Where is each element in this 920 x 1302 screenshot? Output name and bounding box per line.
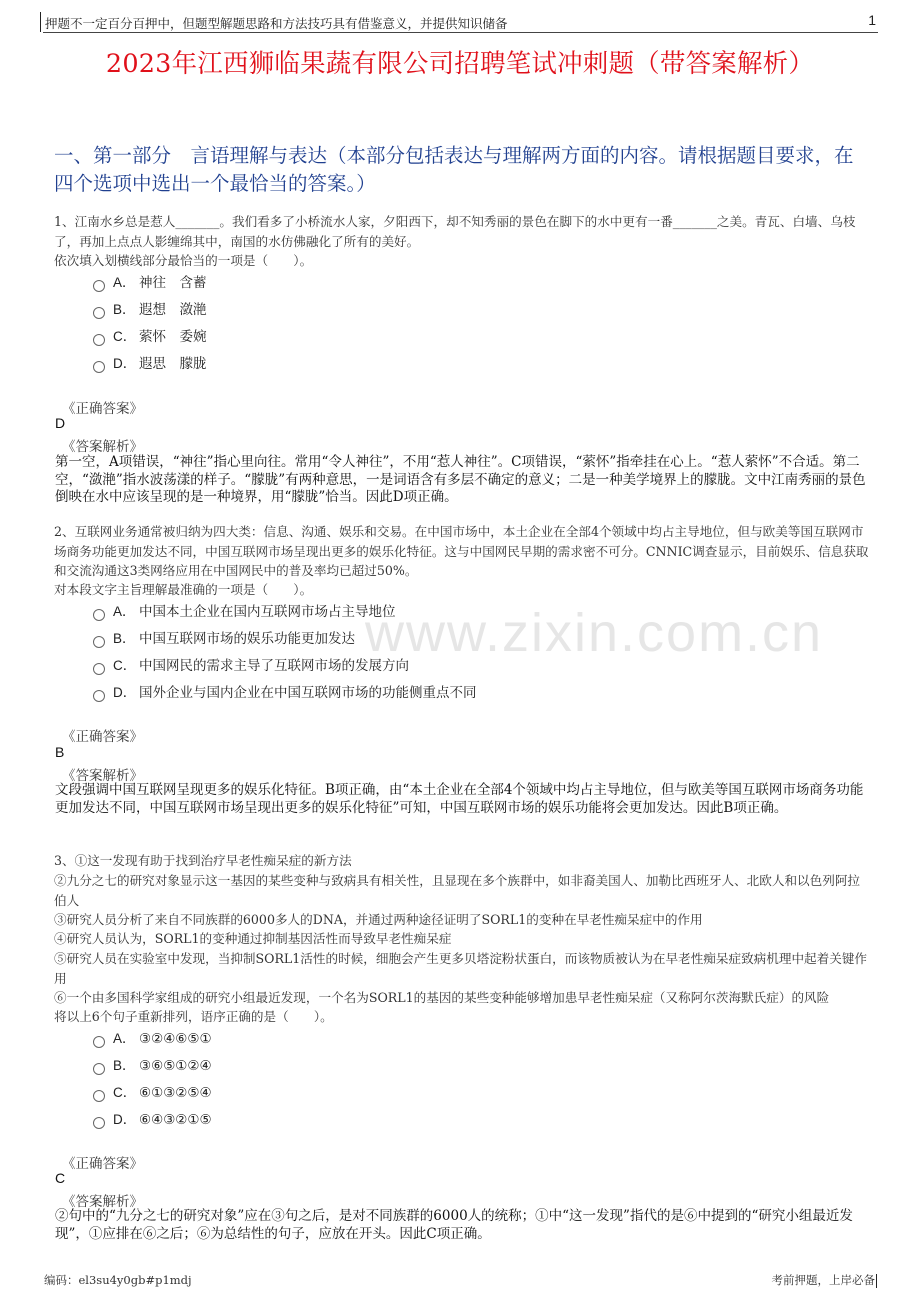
page-number: 1 (868, 12, 876, 28)
question-2-prompt: 对本段文字主旨理解最准确的一项是（ ）。 (54, 582, 313, 597)
question-3-prompt: 将以上6个句子重新排列，语序正确的是（ ）。 (54, 1009, 333, 1024)
question-3-stem-line: ⑥一个由多国科学家组成的研究小组最近发现，一个名为SORL1的基因的某些变种能够增加患早老性痴呆症（又称阿尔茨海默氏症）的风险 (54, 990, 830, 1005)
radio-icon[interactable] (93, 1117, 105, 1129)
question-2-stem: 2、互联网业务通常被归纳为四大类：信息、沟通、娱乐和交易。在中国市场中，本土企业在全部4个领域中均占主导地位，但与欧美等国互联网市场商务功能更加发达不同，中国互联网市场呈现出更多的娱乐化特征。这与中国网民早期的需求密不可分。CNNIC调查显示，目前娱乐、信息获取和交流沟通这3类网络应用在中国网民中的普及率均已超过50%。 (54, 524, 869, 578)
document-code: 编码：el3su4y0gb#p1mdj (44, 1273, 192, 1287)
page-header (43, 12, 878, 33)
question-3-option-a[interactable]: A． ③②④⑥⑤① (93, 1029, 212, 1049)
question-3-option-d[interactable]: D． ⑥④③②①⑤ (93, 1110, 212, 1130)
footer-bracket (876, 1274, 877, 1288)
radio-icon[interactable] (93, 636, 105, 648)
question-3-stem-line: ③研究人员分析了来自不同族群的6000多人的DNA，并通过两种途径证明了SORL1的变种在早老性痴呆症中的作用 (54, 912, 703, 927)
question-3-option-c[interactable]: C． ⑥①③②⑤④ (93, 1083, 212, 1103)
radio-icon[interactable] (93, 690, 105, 702)
question-1-option-d[interactable]: D． 遐思 朦胧 (93, 354, 207, 374)
question-1-analysis-label: 《答案解析》 (62, 439, 143, 455)
header-bracket (40, 12, 41, 32)
question-2-option-c[interactable]: C． 中国网民的需求主导了互联网市场的发展方向 (93, 656, 409, 676)
question-2-analysis-label: 《答案解析》 (62, 768, 143, 784)
header-note: 押题不一定百分百押中，但题型解题思路和方法技巧具有借鉴意义，并提供知识储备 (45, 16, 508, 31)
radio-icon[interactable] (93, 307, 105, 319)
question-3-answer-label: 《正确答案》 (62, 1156, 143, 1172)
question-1-stem: 1、江南水乡总是惹人_______。我们看多了小桥流水人家，夕阳西下，却不知秀丽的景色在脚下的水中更有一番_______之美。青瓦、白墙、乌枝了，再加上点点人影缠绵其中，南国的水仿佛融化了所有的美好。 (54, 214, 856, 249)
question-1-analysis: 第一空，A项错误，“神往”指心里向往。常用“令人神往”，不用“惹人神往”。C项错误，“萦怀”指牵挂在心上。“惹人萦怀”不合适。第二空，“潋滟”指水波荡漾的样子。“朦胧”有两种意思，一是词语含有多层不确定的意义；二是一种美学境界上的朦胧。文中江南秀丽的景色倒映在水中应该呈现的是一种境界，用“朦胧”恰当。因此D项正确。 (55, 454, 866, 505)
radio-icon[interactable] (93, 1036, 105, 1048)
question-2-option-d[interactable]: D． 国外企业与国内企业在中国互联网市场的功能侧重点不同 (93, 683, 477, 703)
radio-icon[interactable] (93, 361, 105, 373)
question-3-answer: C (55, 1170, 66, 1186)
question-3-stem-line: ⑤研究人员在实验室中发现，当抑制SORL1活性的时候，细胞会产生更多贝塔淀粉状蛋白，而该物质被认为在早老性痴呆症致病机理中起着关键作用 (54, 951, 868, 986)
question-3-analysis: ②句中的“九分之七的研究对象”应在③句之后，是对不同族群的6000人的统称；①中“这一发现”指代的是⑥中提到的“研究小组最近发现”，①应排在⑥之后；⑥为总结性的句子，应放在开头。因此C项正确。 (55, 1208, 853, 1242)
question-1-option-a[interactable]: A． 神往 含蓄 (93, 273, 207, 293)
question-1-answer: D (55, 415, 66, 431)
question-3-analysis-label: 《答案解析》 (62, 1194, 143, 1210)
question-2-answer-label: 《正确答案》 (62, 729, 143, 745)
question-2-answer: B (55, 744, 65, 760)
question-2-option-b[interactable]: B． 中国互联网市场的娱乐功能更加发达 (93, 629, 355, 649)
question-1-prompt: 依次填入划横线部分最恰当的一项是（ ）。 (54, 253, 313, 268)
section-heading: 一、第一部分 言语理解与表达（本部分包括表达与理解两方面的内容。请根据题目要求，在四个选项中选出一个最恰当的答案。） (54, 144, 854, 195)
question-3-stem-line: 3、①这一发现有助于找到治疗早老性痴呆症的新方法 (54, 853, 352, 868)
question-2-option-a[interactable]: A． 中国本土企业在国内互联网市场占主导地位 (93, 602, 396, 622)
radio-icon[interactable] (93, 609, 105, 621)
question-3-option-b[interactable]: B． ③⑥⑤①②④ (93, 1056, 212, 1076)
radio-icon[interactable] (93, 334, 105, 346)
footer-slogan: 考前押题，上岸必备 (771, 1273, 875, 1287)
document-title: 2023年江西狮临果蔬有限公司招聘笔试冲刺题（带答案解析） (105, 49, 815, 79)
radio-icon[interactable] (93, 663, 105, 675)
radio-icon[interactable] (93, 1090, 105, 1102)
radio-icon[interactable] (93, 280, 105, 292)
question-1-option-c[interactable]: C． 萦怀 委婉 (93, 327, 207, 347)
watermark: www.zixin.com.cn (365, 603, 824, 663)
question-2-analysis: 文段强调中国互联网呈现更多的娱乐化特征。B项正确，由“本土企业在全部4个领域中均占主导地位，但与欧美等国互联网市场商务功能更加发达不同，中国互联网市场呈现出更多的娱乐化特征”可知，中国互联网市场的娱乐功能将会更加发达。因此B项正确。 (55, 782, 864, 816)
question-3-stem-line: ④研究人员认为，SORL1的变种通过抑制基因活性而导致早老性痴呆症 (54, 931, 452, 946)
question-1-option-b[interactable]: B． 遐想 潋滟 (93, 300, 207, 320)
radio-icon[interactable] (93, 1063, 105, 1075)
question-3-stem-line: ②九分之七的研究对象显示这一基因的某些变种与致病具有相关性，且显现在多个族群中，如非裔美国人、加勒比西班牙人、北欧人和以色列阿拉伯人 (54, 873, 860, 908)
question-1-answer-label: 《正确答案》 (62, 401, 143, 417)
